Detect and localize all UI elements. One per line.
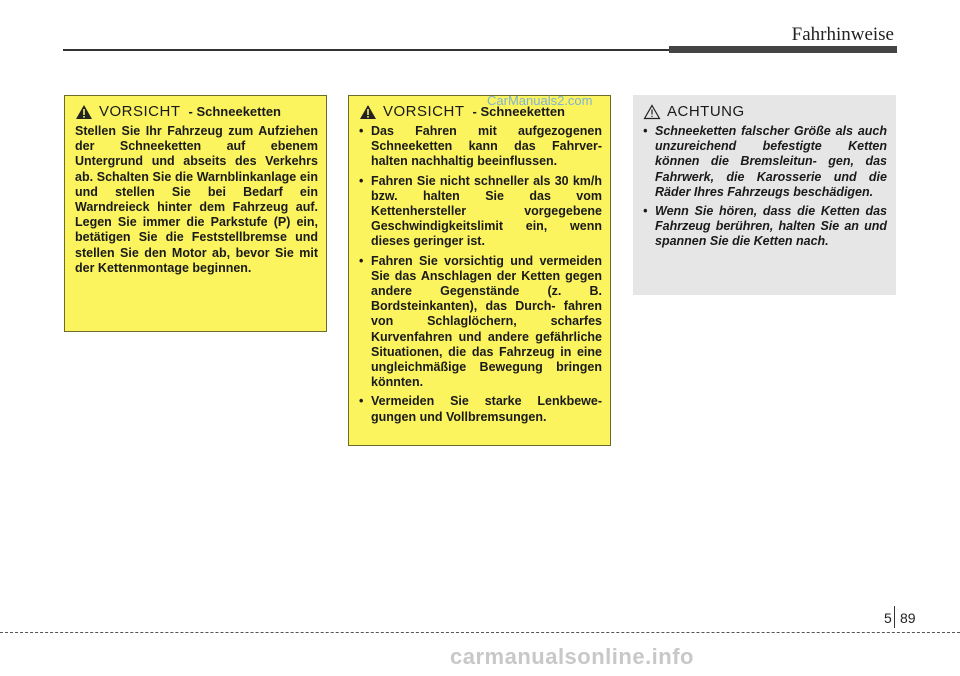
caution-list	[359, 124, 602, 425]
notice-box-chain-damage	[633, 95, 896, 295]
notice-list	[643, 124, 887, 250]
caution-title: VORSICHT	[99, 103, 181, 121]
caution-list-item: • Fahren Sie nicht schneller als 30 km/h bzw. halten Sie das vom Kettenhersteller vorgegebene Geschwindigkeitslimit ein, wenn dieses geringer ist.	[359, 174, 602, 250]
caution-box-snow-chains-mounting	[64, 95, 327, 332]
header-rule	[63, 49, 669, 51]
watermark-carmanuals2[interactable]: CarManuals2.com	[487, 93, 593, 108]
caution-title: VORSICHT	[383, 103, 465, 121]
notice-title: ACHTUNG	[667, 103, 745, 121]
page-section-number: 5	[884, 610, 892, 626]
caution-list-item: • Fahren Sie vorsichtig und vermeiden Sie das Anschlagen der Ketten gegen andere Gegenstände (z. B. Bordsteinkanten), das Durch- fahren von Schlaglöchern, scharfes Kurvenfahren und andere gefährliche Situationen, die das Fahrzeug in eine ungleichmäßige Bewegung bringen könnten.	[359, 254, 602, 391]
footer-watermark[interactable]: carmanualsonline.info	[450, 644, 694, 669]
warning-triangle-icon	[75, 104, 93, 120]
footer-divider	[0, 632, 960, 633]
page-number: 89	[900, 610, 916, 626]
caution-list-item: • Vermeiden Sie starke Lenkbewe- gungen und Vollbremsungen.	[359, 394, 602, 424]
warning-triangle-outline-icon	[643, 104, 661, 120]
page-header-title: Fahrhinweise	[791, 24, 894, 45]
caution-subtitle: - Schneeketten	[188, 104, 281, 120]
caution-text: Stellen Sie Ihr Fahrzeug zum Aufziehen der Schneeketten auf ebenem Untergrund und abseits des Verkehrs ab. Schalten Sie die Warnblinkanlage ein und stellen Sie bei Bedarf ein Warndreieck hinter dem Fahrzeug auf. Legen Sie immer die Parkstufe (P) ein, betätigen Sie die Feststellbremse und stellen Sie den Motor ab, bevor Sie mit der Kettenmontage beginnen.	[75, 124, 318, 275]
page-number-separator	[894, 606, 895, 628]
notice-list-item: • Wenn Sie hören, dass die Ketten das Fahrzeug berühren, halten Sie an und spannen Sie die Ketten nach.	[643, 204, 887, 250]
caution-box-header	[75, 104, 318, 120]
notice-box-header	[643, 104, 887, 120]
caution-box-snow-chains-driving	[348, 95, 611, 446]
notice-list-item: • Schneeketten falscher Größe als auch unzureichend befestigte Ketten können die Bremsleitun- gen, das Fahrwerk, die Karosserie und die Räder Ihres Fahrzeugs beschädigen.	[643, 124, 887, 200]
caution-subtitle: - Schneeketten	[472, 104, 565, 120]
header-rule-accent	[669, 46, 897, 53]
caution-list-item: • Das Fahren mit aufgezogenen Schneeketten kann das Fahrver- halten nachhaltig beeinflussen.	[359, 124, 602, 170]
warning-triangle-icon	[359, 104, 377, 120]
